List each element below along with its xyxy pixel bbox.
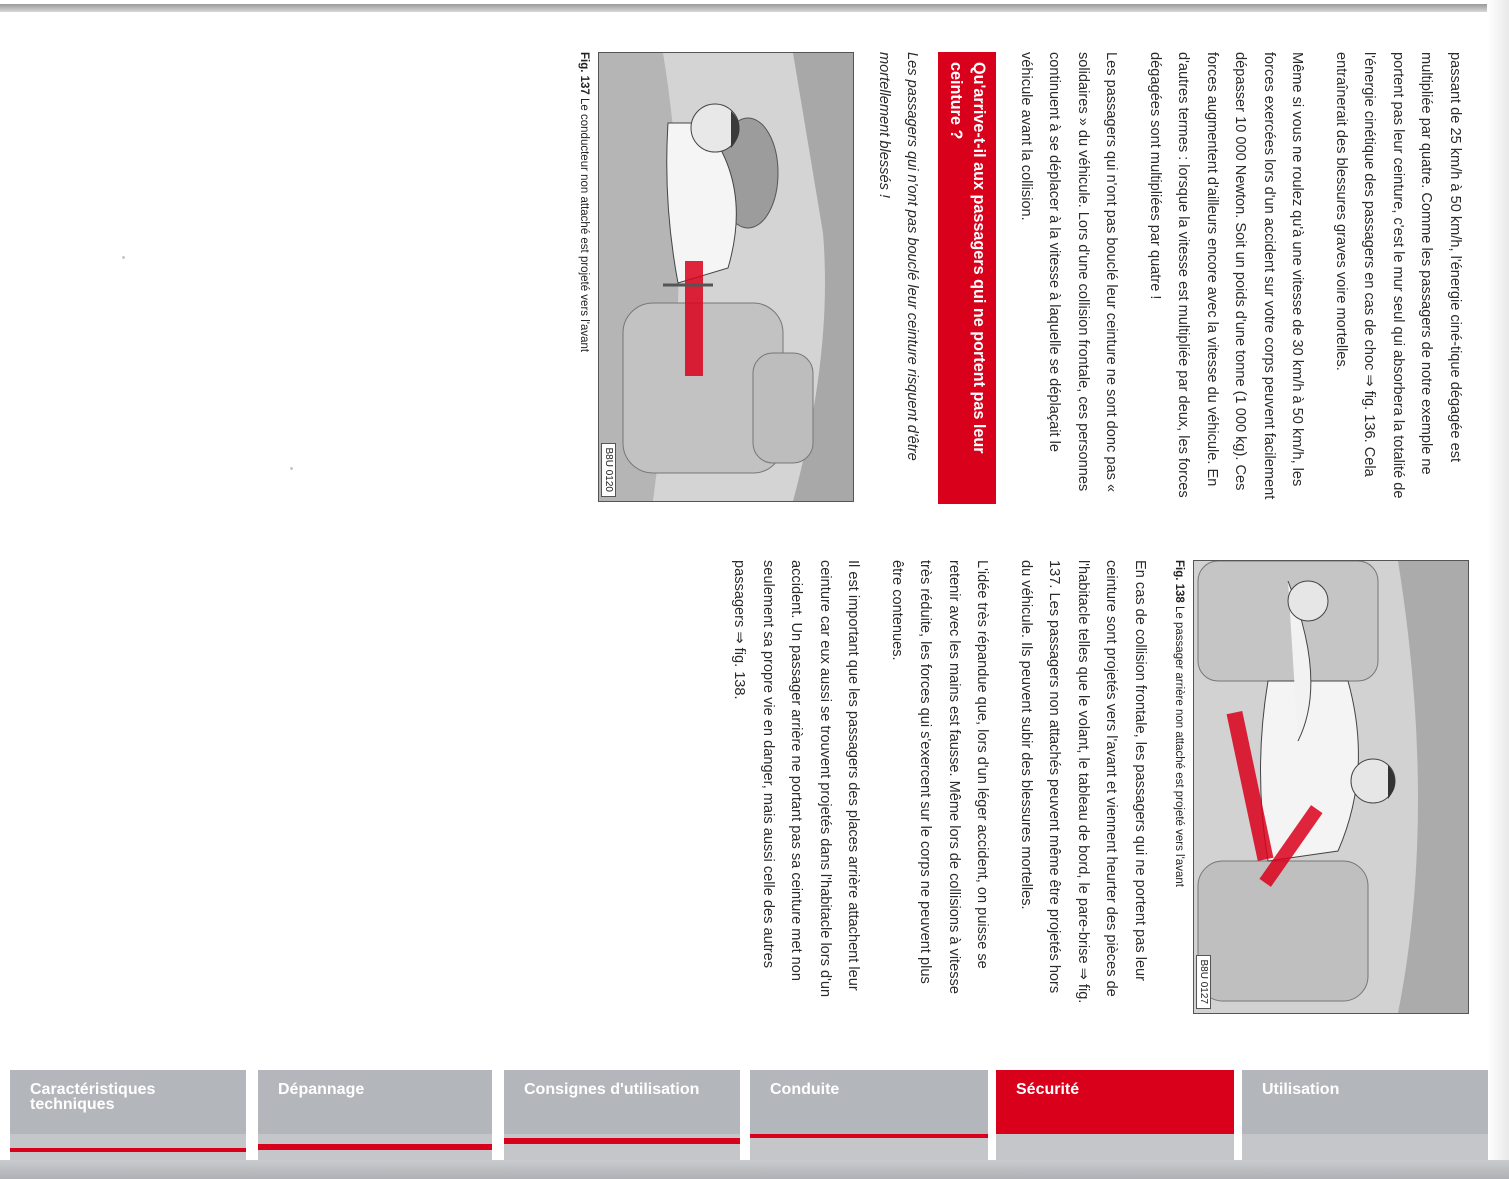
figure-code: B8U 0127 (1196, 955, 1211, 1009)
caption-label: Fig. 137 (578, 52, 591, 95)
tab-consignes[interactable] (504, 1070, 740, 1134)
caption-text: Le passager arrière non attaché est projeté vers l'avant (1173, 606, 1185, 887)
tab-strip (258, 1134, 492, 1160)
tab-securite[interactable] (996, 1070, 1234, 1134)
tab-caracteristiques[interactable] (10, 1070, 246, 1134)
paragraph: Même si vous ne roulez qu'à une vitesse de 30 km/h à 50 km/h, les forces exercées lors d'un accident sur votre corps peuvent facilement dépasser 10 000 Newton. Soit un poids d'une tonne (1 000 kg). Ces forces augmentent d'ailleurs encore avec la vitesse du véhicule. En d'autres termes : lorsque la vitesse est multipliée par deux, les forces dégagées sont multipliées par quatre ! (1147, 52, 1306, 500)
right-column (710, 560, 1469, 1012)
tab-label: Conduite (770, 1081, 840, 1098)
paragraph: passant de 25 km/h à 50 km/h, l'énergie ciné-tique dégagée est multipliée par quatre. Comme les passagers de notre exemple ne portent pas leur ceinture, c'est le mur seul qui absorbera la totalité de l'énergie cinétique des passagers en cas de choc ⇒ fig. 136. Cela entraînerait des blessures graves voire mortelles. (1333, 52, 1463, 499)
section-heading: Qu'arrive-t-il aux passagers qui ne portent pas leur ceinture ? (939, 52, 997, 504)
tab-label: Caractéristiques techniques (30, 1081, 156, 1113)
left-column (560, 52, 1470, 504)
intro-italic: Les passagers qui n'ont pas bouclé leur ceinture risquent d'être mortellement blessés ! (876, 52, 921, 461)
chapter-tab-bar (0, 1063, 1509, 1179)
tab-label: Dépannage (278, 1081, 365, 1098)
figure-code: B8U 0120 (602, 443, 617, 497)
figure-137 (599, 52, 855, 502)
tab-bar-base (0, 1160, 1509, 1179)
illustration-driver (600, 53, 854, 501)
tab-label: Consignes d'utilisation (524, 1081, 700, 1098)
figure-caption (1170, 560, 1187, 1012)
tab-conduite[interactable] (750, 1070, 988, 1134)
figure-138 (1193, 560, 1469, 1014)
caption-text: Le conducteur non attaché est projeté vers l'avant (578, 98, 591, 353)
paragraph: Les passagers qui n'ont pas bouclé leur ceinture ne sont donc pas « solidaires » du véhicule. Lors d'une collision frontale, ces personnes continuent à se déplacer à la vitesse à laquelle se déplaçait le véhicule avant la collision. (1018, 52, 1120, 493)
paragraph: En cas de collision frontale, les passagers qui ne portent pas leur ceinture sont projetés vers l'avant et viennent heurter des pièces de l'habitacle telles que le volant, le tableau de bord, le pare-brise ⇒ fig. 137. Les passagers non attachés peuvent même être projetés hors du véhicule. Ils peuvent subir des blessures mortelles. (1018, 560, 1148, 1004)
tab-depannage[interactable] (258, 1070, 492, 1134)
tab-strip (750, 1134, 988, 1160)
caption-label: Fig. 138 (1173, 560, 1185, 603)
tab-strip (504, 1134, 740, 1160)
illustration-rear-passenger (1194, 561, 1468, 1013)
tab-strip (1242, 1134, 1488, 1160)
tab-label: Sécurité (1016, 1081, 1080, 1098)
tab-strip (10, 1134, 246, 1160)
tab-strip (996, 1134, 1234, 1160)
figure-caption (576, 52, 593, 504)
paragraph: L'idée très répandue que, lors d'un léger accident, on puisse se retenir avec les mains est fausse. Même lors de collisions à vitesse très réduite, les forces qui s'exercent sur le corps ne peuvent plus être contenues. (889, 560, 991, 994)
tab-label: Utilisation (1262, 1081, 1340, 1098)
paragraph: Il est important que les passagers des places arrière attachent leur ceinture car eux aussi se trouvent projetés dans l'habitacle lors d'un accident. Un passager arrière ne portant pas sa ceinture met non seulement sa propre vie en danger, mais aussi celle des autres passagers ⇒ fig. 138. (731, 560, 862, 998)
tab-utilisation[interactable] (1242, 1070, 1488, 1134)
